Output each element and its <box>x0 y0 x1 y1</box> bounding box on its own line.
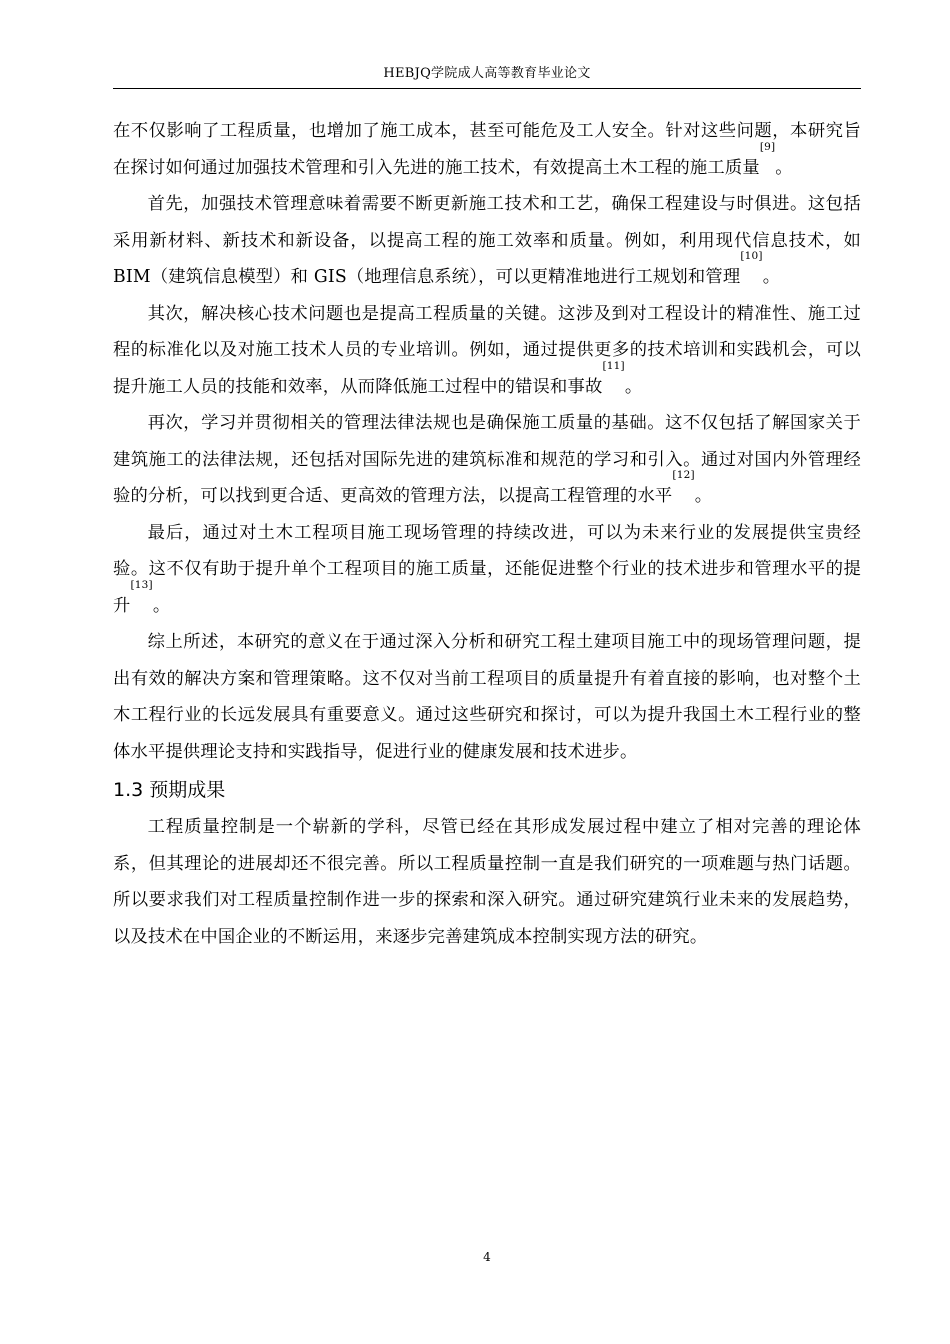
paragraph-text: 再次，学习并贯彻相关的管理法律法规也是确保施工质量的基础。这不仅包括了解国家关于建筑施工的法律法规，还包括对国际先进的建筑标准和规范的学习和引入。通过对国内外管理经验的分析，可以找到更合适、更高效的管理方法，以提高工程管理的水平 <box>113 413 861 506</box>
paragraph-text: 其次，解决核心技术问题也是提高工程质量的关键。这涉及到对工程设计的精准性、施工过程的标准化以及对施工技术人员的专业培训。例如，通过提供更多的技术培训和实践机会，可以提升施工人员的技能和效率，从而降低施工过程中的错误和事故 <box>113 303 861 397</box>
citation-9[interactable]: [9] <box>759 140 776 153</box>
paragraph-continuation <box>113 113 861 186</box>
paragraph-second <box>113 296 861 406</box>
paragraph-first <box>113 186 861 296</box>
body-text <box>113 113 861 955</box>
paragraph-tail: 。 <box>694 486 713 506</box>
citation-11[interactable]: [11] <box>602 359 625 372</box>
paragraph-tail: 。 <box>775 157 793 178</box>
paragraph-text: 在不仅影响了工程质量，也增加了施工成本，甚至可能危及工人安全。针对这些问题，本研究旨在探讨如何通过加强技术管理和引入先进的施工技术，有效提高土木工程的施工质量 <box>113 121 861 178</box>
section-paragraph <box>113 809 861 955</box>
paragraph-third <box>113 405 861 515</box>
paragraph-text: 首先，加强技术管理意味着需要不断更新施工技术和工艺，确保工程建设与时俱进。这包括采用新材料、新技术和新设备，以提高工程的施工效率和质量。例如，利用现代信息技术，如 BIM（建筑信息模型）和 GIS（地理信息系统），可以更精准地进行工规划和管理 <box>113 194 861 287</box>
running-header: HEBJQ学院成人高等教育毕业论文 <box>383 66 591 81</box>
paragraph-text: 综上所述，本研究的意义在于通过深入分析和研究工程土建项目施工中的现场管理问题，提出有效的解决方案和管理策略。这不仅对当前工程项目的质量提升有着直接的影响，也对整个土木工程行业的长远发展具有重要意义。通过这些研究和探讨，可以为提升我国土木工程行业的整体水平提供理论支持和实践指导，促进行业的健康发展和技术进步。 <box>113 632 861 762</box>
citation-13[interactable]: [13] <box>130 578 153 591</box>
paragraph-tail: 。 <box>762 267 781 287</box>
paragraph-text: 工程质量控制是一个崭新的学科，尽管已经在其形成发展过程中建立了相对完善的理论体系，但其理论的进展却还不很完善。所以工程质量控制一直是我们研究的一项难题与热门话题。所以要求我们对工程质量控制作进一步的探索和深入研究。通过研究建筑行业未来的发展趋势，以及技术在中国企业的不断运用，来逐步完善建筑成本控制实现方法的研究。 <box>113 817 861 947</box>
paragraph-tail: 。 <box>152 595 171 616</box>
page-number: 4 <box>483 1250 491 1264</box>
section-heading: 1.3 预期成果 <box>113 779 226 801</box>
citation-10[interactable]: [10] <box>740 250 763 262</box>
paragraph-finally <box>113 515 861 625</box>
paragraph-tail: 。 <box>624 376 643 397</box>
citation-12[interactable]: [12] <box>672 469 695 481</box>
header-rule <box>113 88 861 89</box>
paragraph-text: 最后，通过对土木工程项目施工现场管理的持续改进，可以为未来行业的发展提供宝贵经验。这不仅有助于提升单个工程项目的施工质量，还能促进整个行业的技术进步和管理水平的提升 <box>113 522 861 616</box>
paragraph-summary <box>113 624 861 770</box>
